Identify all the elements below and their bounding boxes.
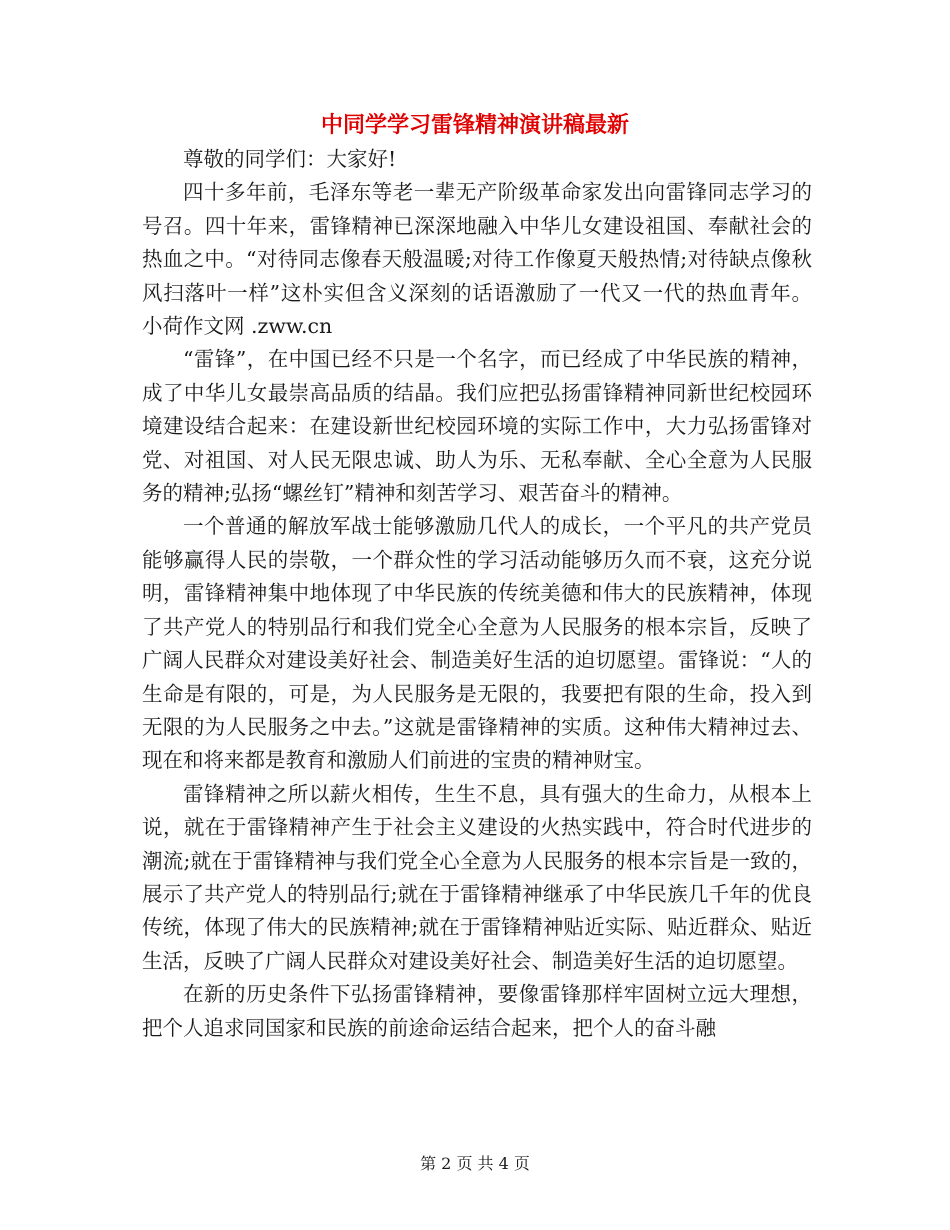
paragraph: “雷锋”，在中国已经不只是一个名字，而已经成了中华民族的精神，成了中华儿女最崇高品质的结晶。我们应把弘扬雷锋精神同新世纪校园环境建设结合起来：在建设新世纪校园环境的实际工作中，大力弘扬雷锋对党、对祖国、对人民无限忠诚、助人为乐、无私奉献、全心全意为人民服务的精神;弘扬“螺丝钉”精神和刻苦学习、艰苦奋斗的精神。 <box>142 347 812 506</box>
paragraph: 尊敬的同学们：大家好! <box>183 147 397 171</box>
paragraph: 一个普通的解放军战士能够激励几代人的成长，一个平凡的共产党员能够赢得人民的崇敬，一个群众性的学习活动能够历久而不衰，这充分说明，雷锋精神集中地体现了中华民族的传统美德和伟大的民族精神，体现了共产党人的特别品行和我们党全心全意为人民服务的根本宗旨，反映了广阔人民群众对建设美好社会、制造美好生活的迫切愿望。雷锋说：“人的生命是有限的，可是，为人民服务是无限的，我要把有限的生命，投入到无限的为人民服务之中去。”这就是雷锋精神的实质。这种伟大精神过去、现在和将来都是教育和激励人们前进的宝贵的精神财宝。 <box>142 514 812 773</box>
page-footer: 第 2 页 共 4 页 <box>420 1154 530 1173</box>
document-title: 中同学学习雷锋精神演讲稿最新 <box>320 113 629 138</box>
paragraph: 四十多年前，毛泽东等老一辈无产阶级革命家发出向雷锋同志学习的号召。四十年来，雷锋精神已深深地融入中华儿女建设祖国、奉献社会的热血之中。“对待同志像春天般温暖;对待工作像夏天般热情;对待缺点像秋风扫落叶一样”这朴实但含义深刻的话语激励了一代又一代的热血青年。 小荷作文网 .zww.cn <box>142 180 812 339</box>
document-body <box>142 143 812 1045</box>
paragraph: 雷锋精神之所以薪火相传，生生不息，具有强大的生命力，从根本上说，就在于雷锋精神产生于社会主义建设的火热实践中，符合时代进步的潮流;就在于雷锋精神与我们党全心全意为人民服务的根本宗旨是一致的，展示了共产党人的特别品行;就在于雷锋精神继承了中华民族几千年的优良传统，体现了伟大的民族精神;就在于雷锋精神贴近实际、贴近群众、贴近生活，反映了广阔人民群众对建设美好社会、制造美好生活的迫切愿望。 <box>142 781 812 973</box>
paragraph: 在新的历史条件下弘扬雷锋精神，要像雷锋那样牢固树立远大理想，把个人追求同国家和民族的前途命运结合起来，把个人的奋斗融 <box>142 982 812 1040</box>
